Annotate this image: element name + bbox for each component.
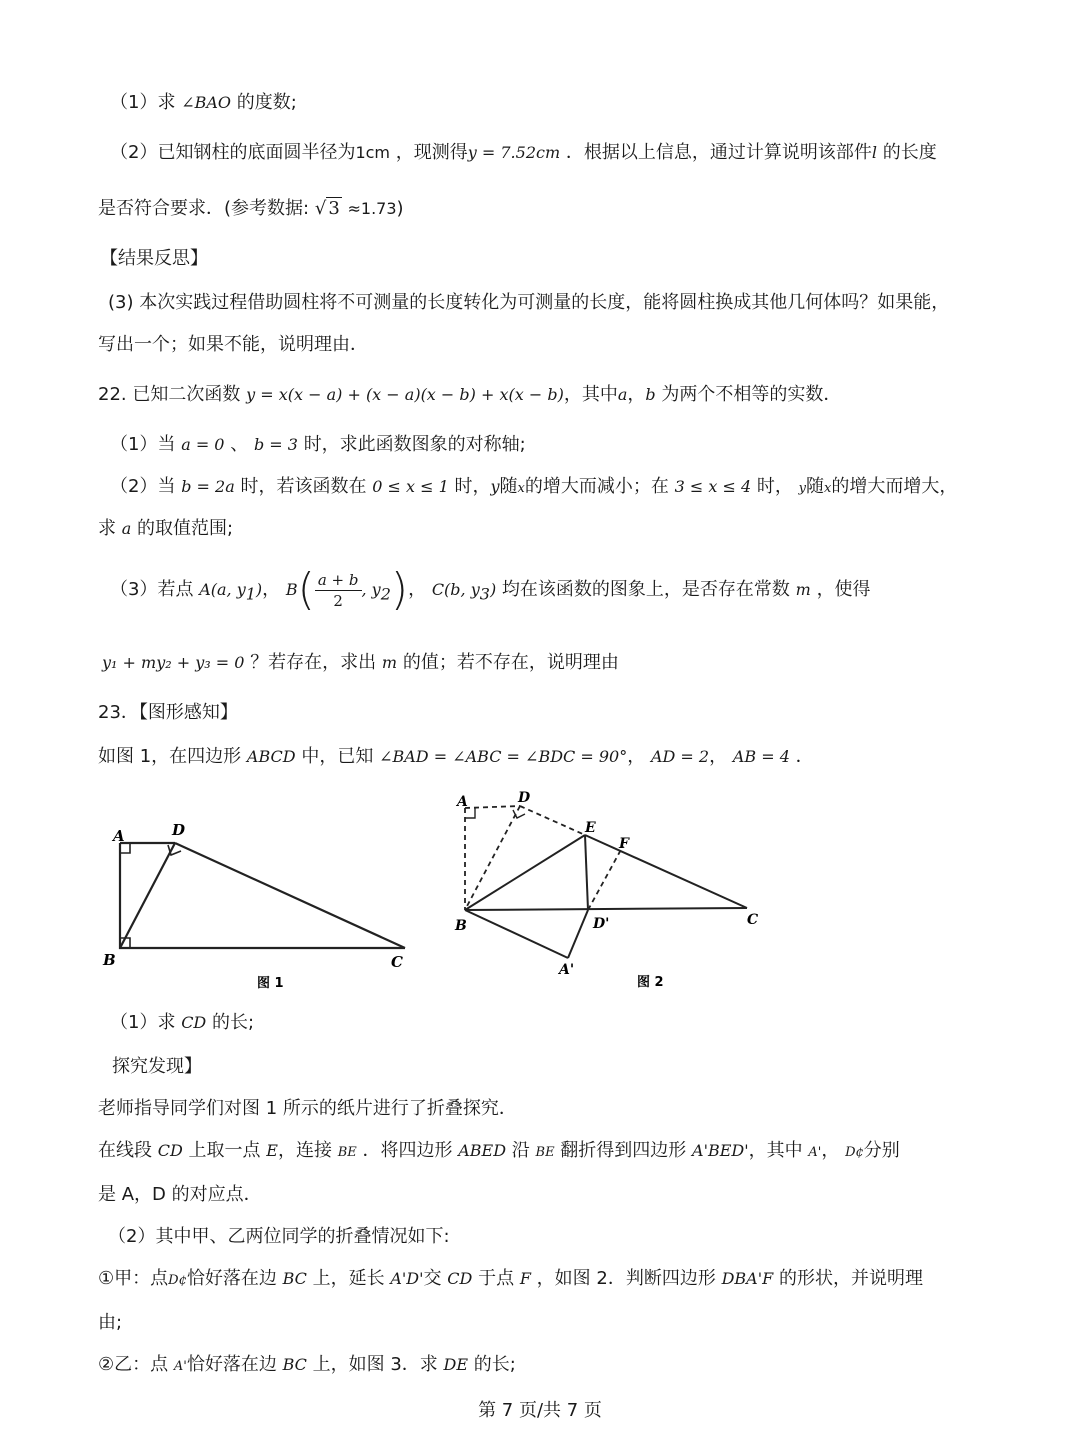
fig1-caption: 图 1: [257, 976, 284, 991]
figure-1: [95, 815, 425, 995]
fig1-side-ab-bc: [120, 843, 405, 948]
fig2-label-b: B: [455, 918, 467, 934]
q22-part3-line1: （3）若点 A(a, $y_1$)， B( $\frac{a + b}{2}$ , $y_2$)， C(b, $y_3$) 均在该函数的图象上，是否存在常数 m ，使得: [110, 564, 871, 615]
q22-stem: 22. 已知二次函数 y = x(x − a) + (x − a)(x − b) + x(x − b)，其中a，b 为两个不相等的实数．: [98, 384, 842, 405]
fig2-segment-ed: [585, 835, 588, 910]
q22-part3-line2: y₁ + my₂ + y₃ = 0 ？若存在，求出 m 的值；若不存在，说明理由: [102, 652, 619, 673]
fraction-a-plus-b-over-2: $\frac{a + b}{2}$: [315, 570, 362, 611]
figure-2: [445, 790, 775, 995]
fig2-label-d: D: [518, 790, 531, 806]
fold-description: 在线段 CD 上取一点 E，连接 BE ．将四边形 ABED 沿 BE 翻折得到四边形 A'BED'，其中 A'， D¢分别: [98, 1140, 900, 1161]
page-footer: 第 7 页/共 7 页: [478, 1400, 602, 1421]
fig2-segment-be: [465, 835, 585, 910]
fig2-label-a-prime: A': [559, 962, 575, 978]
sqrt-3: √ 3: [314, 198, 340, 219]
q22-part1: （1）当 a = 0 、 b = 3 时，求此函数图象的对称轴;: [110, 434, 526, 455]
fig1-label-c: C: [391, 953, 403, 971]
fig2-label-e: E: [585, 820, 596, 836]
fig1-label-d: D: [172, 821, 186, 839]
fig2-label-c: C: [747, 912, 759, 928]
q23-part2: （2）其中甲、乙两位同学的折叠情况如下:: [108, 1226, 450, 1247]
reflect-heading: 【结果反思】: [100, 248, 208, 269]
q23-intro: 如图 1，在四边形 ABCD 中，已知 ∠BAD = ∠ABC = ∠BDC = 90°， AD = 2， AB = 4 ．: [98, 746, 814, 767]
fig2-segment-ad: [568, 910, 588, 958]
case-jia-line2: 由;: [98, 1312, 123, 1333]
fig1-label-a: A: [113, 827, 125, 845]
fig1-diagonal-bd: [120, 843, 175, 948]
q22-part2-line1: （2）当 b = 2a 时，若该函数在 0 ≤ x ≤ 1 时，y随x的增大而减小；在 3 ≤ x ≤ 4 时， y随x的增大而增大，: [110, 476, 958, 497]
fig2-caption: 图 2: [637, 975, 664, 990]
fig2-label-f: F: [619, 836, 629, 852]
fig2-label-a: A: [457, 794, 468, 810]
fig1-label-b: B: [103, 951, 116, 969]
q21-part2-line2: 是否符合要求．(参考数据: √ 3 ≈1.73): [98, 198, 404, 219]
q21-part3-line1: (3) 本次实践过程借助圆柱将不可测量的长度转化为可测量的长度，能将圆柱换成其他几何体吗？如果能，: [108, 292, 950, 313]
fold-description-line2: 是 A，D 的对应点．: [98, 1184, 262, 1205]
q21-part3-line2: 写出一个；如果不能，说明理由．: [98, 334, 368, 355]
explore-text: 老师指导同学们对图 1 所示的纸片进行了折叠探究．: [98, 1098, 517, 1119]
q21-part1: （1）求 ∠BAO 的度数;: [110, 92, 297, 113]
explore-heading: 探究发现】: [112, 1056, 202, 1077]
q23-part1: （1）求 CD 的长;: [110, 1012, 255, 1033]
case-yi: ②乙：点 A'恰好落在边 BC 上，如图 3．求 DE 的长;: [98, 1354, 516, 1375]
q21-part2-line1: （2）已知钢柱的底面圆半径为1cm ，现测得y = 7.52cm ．根据以上信息，通过计算说明该部件l 的长度: [110, 142, 937, 163]
fig2-segment-ec: [585, 835, 747, 908]
q23-heading: 23．【图形感知】: [98, 702, 238, 723]
fig2-segment-ba: [465, 910, 568, 958]
fig2-side-bc: [465, 908, 747, 910]
fig2-label-d-prime: D': [593, 916, 610, 932]
fig1-side-dc: [175, 843, 405, 948]
q22-part2-line2: 求 a 的取值范围;: [98, 518, 234, 539]
case-jia: ①甲：点D¢恰好落在边 BC 上，延长 A'D'交 CD 于点 F ，如图 2．判断四边形 DBA'F 的形状，并说明理: [98, 1268, 923, 1289]
